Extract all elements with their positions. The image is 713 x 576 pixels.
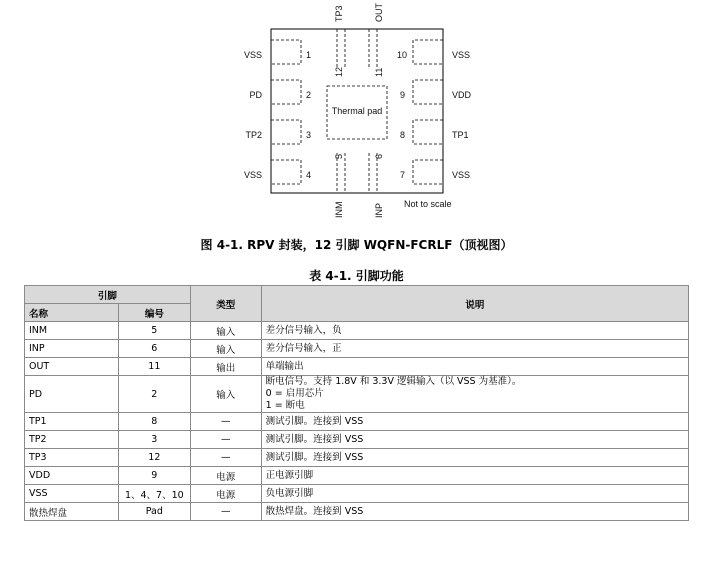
- description-line: 测试引脚。连接到 VSS: [265, 451, 364, 463]
- description-line: 差分信号输入，正: [265, 342, 342, 354]
- pin-name-cell: TP3: [25, 449, 119, 467]
- pin-name-cell: TP1: [25, 413, 119, 431]
- description-header: 说明: [261, 286, 688, 322]
- pin-header: 引脚: [25, 286, 191, 304]
- pin-number-5: 5: [334, 153, 344, 159]
- pin-number-2: 2: [306, 90, 312, 100]
- table-caption: 表 4-1. 引脚功能: [309, 269, 404, 283]
- pin-type-cell: 电源: [190, 485, 261, 503]
- pin-description-cell: [261, 340, 688, 358]
- pin-number-9: 9: [400, 90, 406, 100]
- thermal-pad-label: Thermal pad: [331, 106, 383, 116]
- description-line: 差分信号输入，负: [265, 324, 342, 336]
- pin-number-8: 8: [400, 130, 406, 140]
- table-row: [25, 503, 689, 521]
- pin-number-cell: 1、4、7、10: [118, 485, 190, 503]
- pin-number-cell: 5: [118, 322, 190, 340]
- top-label-tp3: TP3: [334, 5, 344, 22]
- pin-description-cell: [261, 485, 688, 503]
- description-line: 正电源引脚: [265, 469, 314, 481]
- left-label-2: PD: [249, 90, 262, 100]
- pin-number-cell: 8: [118, 413, 190, 431]
- table-row: [25, 358, 689, 376]
- pin-type-cell: —: [190, 413, 261, 431]
- pin-type-cell: 输入: [190, 340, 261, 358]
- pin-name-cell: 散热焊盘: [25, 503, 119, 521]
- description-line: 单端输出: [265, 360, 304, 372]
- table-row: [25, 340, 689, 358]
- pin-description-cell: [261, 467, 688, 485]
- pin-type-cell: 输入: [190, 322, 261, 340]
- right-label-8: TP1: [452, 130, 469, 140]
- description-line: 1 = 断电: [265, 400, 305, 411]
- description-line: 负电源引脚: [265, 487, 314, 499]
- pin-number-3: 3: [306, 130, 312, 140]
- right-label-9: VDD: [452, 90, 472, 100]
- package-diagram: [0, 0, 713, 230]
- pin-number-4: 4: [306, 170, 312, 180]
- right-label-10: VSS: [452, 50, 471, 60]
- left-label-1: VSS: [243, 50, 262, 60]
- pin-type-cell: —: [190, 503, 261, 521]
- table-row: [25, 322, 689, 340]
- pin-description-cell: [261, 503, 688, 521]
- pin-number-cell: 2: [118, 376, 190, 413]
- pin-description-cell: [261, 449, 688, 467]
- pin-functions-table: [24, 285, 689, 521]
- pin-name-cell: OUT: [25, 358, 119, 376]
- number-header: 编号: [118, 304, 190, 322]
- pin-number-6: 6: [374, 153, 384, 159]
- pin-number-11: 11: [374, 67, 384, 77]
- table-row: [25, 467, 689, 485]
- pin-number-cell: Pad: [118, 503, 190, 521]
- pin-description-cell: [261, 413, 688, 431]
- pin-name-cell: INP: [25, 340, 119, 358]
- left-label-3: TP2: [245, 130, 262, 140]
- bottom-label-inm: INM: [334, 201, 344, 218]
- table-row: [25, 449, 689, 467]
- pin-number-cell: 12: [118, 449, 190, 467]
- description-line: 0 = 启用芯片: [265, 388, 324, 399]
- table-row: [25, 413, 689, 431]
- figure-caption: 图 4-1. RPV 封装，12 引脚 WQFN-FCRLF（顶视图）: [200, 238, 513, 252]
- pin-name-cell: VSS: [25, 485, 119, 503]
- scale-note: Not to scale: [404, 199, 452, 209]
- type-header: 类型: [190, 286, 261, 322]
- pin-number-cell: 6: [118, 340, 190, 358]
- pin-number-7: 7: [400, 170, 406, 180]
- pin-type-cell: —: [190, 449, 261, 467]
- bottom-label-inp: INP: [374, 202, 384, 218]
- pin-description-cell: [261, 376, 688, 413]
- description-line: 散热焊盘。连接到 VSS: [265, 505, 364, 517]
- pin-type-cell: 输入: [190, 376, 261, 413]
- top-label-out: OUT: [374, 3, 384, 22]
- pin-description-cell: [261, 358, 688, 376]
- table-row: [25, 431, 689, 449]
- right-label-7: VSS: [452, 170, 471, 180]
- pin-number-12: 12: [334, 66, 344, 77]
- pin-name-cell: VDD: [25, 467, 119, 485]
- pin-name-cell: INM: [25, 322, 119, 340]
- pin-description-cell: [261, 431, 688, 449]
- pin-type-cell: 电源: [190, 467, 261, 485]
- pin-type-cell: 输出: [190, 358, 261, 376]
- pin-number-cell: 9: [118, 467, 190, 485]
- pin-type-cell: —: [190, 431, 261, 449]
- pin-number-cell: 3: [118, 431, 190, 449]
- left-label-4: VSS: [243, 170, 262, 180]
- pin-name-cell: PD: [25, 376, 119, 413]
- table-row: [25, 376, 689, 413]
- pin-number-cell: 11: [118, 358, 190, 376]
- description-line: 测试引脚。连接到 VSS: [265, 433, 364, 445]
- pin-description-cell: [261, 322, 688, 340]
- pin-number-10: 10: [397, 50, 408, 60]
- description-line: 测试引脚。连接到 VSS: [265, 415, 364, 427]
- pin-number-1: 1: [306, 50, 312, 60]
- name-header: 名称: [25, 304, 119, 322]
- pin-name-cell: TP2: [25, 431, 119, 449]
- table-row: [25, 485, 689, 503]
- description-line: 断电信号。支持 1.8V 和 3.3V 逻辑输入（以 VSS 为基准）。: [265, 376, 522, 387]
